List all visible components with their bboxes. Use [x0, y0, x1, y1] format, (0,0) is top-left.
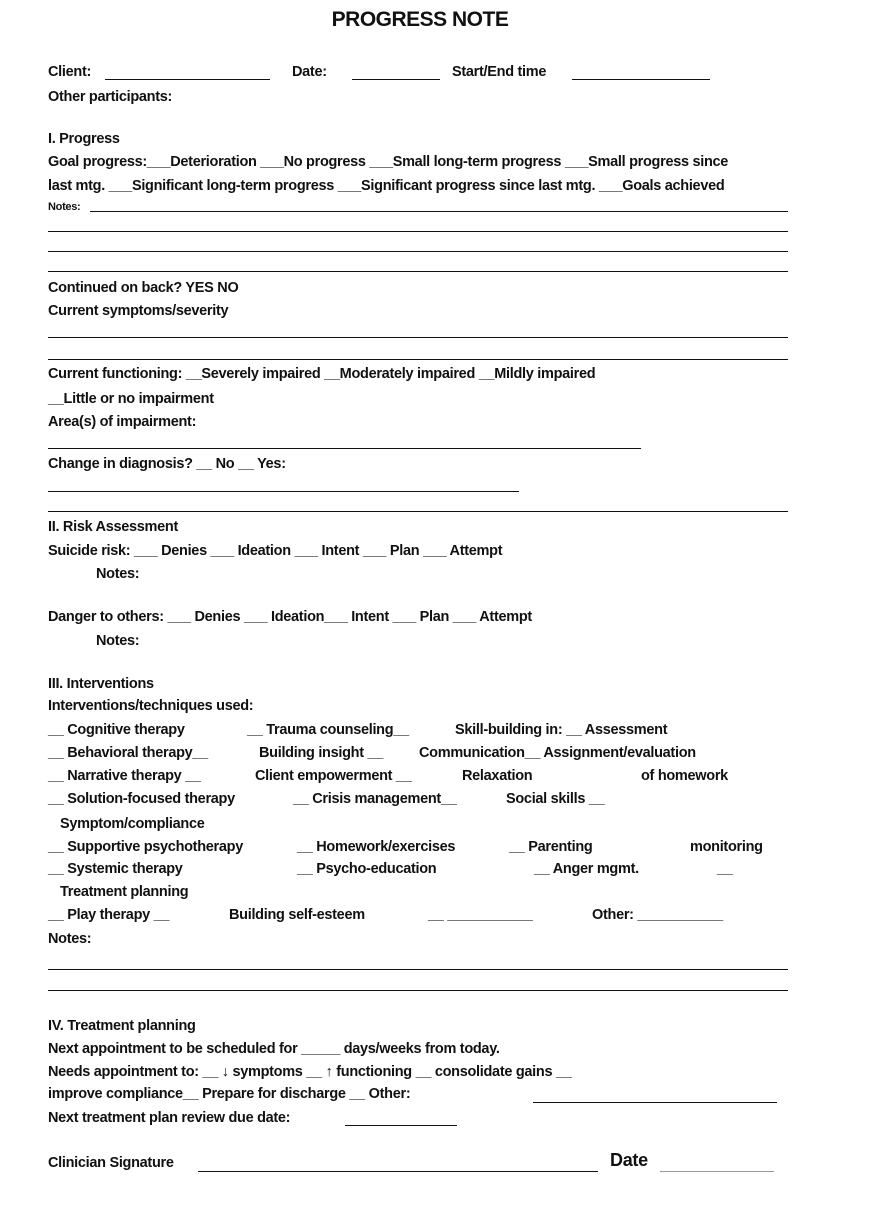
suicide-notes-label: Notes: [96, 566, 140, 582]
review-due-date-label: Next treatment plan review due date: [48, 1110, 291, 1126]
intervention-symptom-compliance: Symptom/compliance [60, 816, 205, 832]
areas-of-impairment-line[interactable] [48, 448, 641, 449]
needs-appointment-line: Needs appointment to: __ ↓ symptoms __ ↑ functioning __ consolidate gains __ [48, 1064, 572, 1080]
current-functioning-line-2: __Little or no impairment [48, 391, 214, 407]
danger-to-others-line: Danger to others: ___ Denies ___ Ideation___ Intent ___ Plan ___ Attempt [48, 609, 532, 625]
intervention-blank-item: __ ___________ [428, 907, 533, 923]
section-divider-line [48, 511, 788, 512]
interventions-notes-line-1[interactable] [48, 969, 788, 970]
areas-of-impairment-label: Area(s) of impairment: [48, 414, 197, 430]
risk-heading: II. Risk Assessment [48, 519, 178, 535]
goal-progress-line-1: Goal progress:___Deterioration ___No progress ___Small long-term progress ___Small progress since [48, 154, 729, 170]
treatment-heading: IV. Treatment planning [48, 1018, 196, 1034]
clinician-signature-label: Clinician Signature [48, 1155, 174, 1171]
intervention-communication: Communication__ Assignment/evaluation [419, 745, 696, 761]
progress-notes-label: Notes: [48, 201, 81, 213]
intervention-narrative-therapy: __ Narrative therapy __ [48, 768, 201, 784]
intervention-treatment-planning: Treatment planning [60, 884, 189, 900]
start-end-label: Start/End time [452, 64, 547, 80]
intervention-crisis-management: __ Crisis management__ [293, 791, 457, 807]
intervention-anger-management: __ Anger mgmt. [534, 861, 639, 877]
intervention-relaxation: Relaxation [462, 768, 533, 784]
diagnosis-line[interactable] [48, 491, 519, 492]
progress-notes-line-2[interactable] [48, 231, 788, 232]
progress-notes-line-3[interactable] [48, 251, 788, 252]
intervention-parenting: __ Parenting [509, 839, 593, 855]
intervention-building-insight: Building insight __ [259, 745, 383, 761]
intervention-other: Other: ___________ [592, 907, 723, 923]
goal-progress-line-2: last mtg. ___Significant long-term progress ___Significant progress since last mtg. ___Goals achieved [48, 178, 725, 194]
client-field[interactable] [105, 79, 270, 80]
intervention-behavioral-therapy: __ Behavioral therapy__ [48, 745, 208, 761]
intervention-psycho-education: __ Psycho-education [297, 861, 437, 877]
treatment-other-field[interactable] [533, 1102, 777, 1103]
intervention-supportive-psychotherapy: __ Supportive psychotherapy [48, 839, 243, 855]
intervention-trauma-counseling: __ Trauma counseling__ [247, 722, 409, 738]
interventions-notes-label: Notes: [48, 931, 92, 947]
start-end-field[interactable] [572, 79, 710, 80]
intervention-cognitive-therapy: __ Cognitive therapy [48, 722, 185, 738]
suicide-risk-line: Suicide risk: ___ Denies ___ Ideation ___ Intent ___ Plan ___ Attempt [48, 543, 503, 559]
progress-notes-line-4[interactable] [48, 271, 788, 272]
interventions-used-label: Interventions/techniques used: [48, 698, 254, 714]
intervention-monitoring: monitoring [690, 839, 763, 855]
date-label: Date: [292, 64, 327, 80]
change-in-diagnosis: Change in diagnosis? __ No __ Yes: [48, 456, 286, 472]
clinician-signature-field[interactable] [198, 1171, 598, 1172]
review-due-date-field[interactable] [345, 1125, 457, 1126]
other-participants-label: Other participants: [48, 89, 173, 105]
next-appointment-line: Next appointment to be scheduled for _____ days/weeks from today. [48, 1041, 500, 1057]
intervention-systemic-therapy: __ Systemic therapy [48, 861, 183, 877]
date-field[interactable] [352, 79, 440, 80]
client-label: Client: [48, 64, 92, 80]
intervention-social-skills: Social skills __ [506, 791, 605, 807]
signature-date-field[interactable] [660, 1171, 774, 1172]
intervention-homework-exercises: __ Homework/exercises [297, 839, 456, 855]
continued-on-back: Continued on back? YES NO [48, 280, 239, 296]
intervention-of-homework: of homework [641, 768, 728, 784]
current-symptoms-label: Current symptoms/severity [48, 303, 229, 319]
intervention-client-empowerment: Client empowerment __ [255, 768, 412, 784]
intervention-skill-building: Skill-building in: __ Assessment [455, 722, 668, 738]
page-title: PROGRESS NOTE [331, 8, 509, 31]
intervention-building-self-esteem: Building self-esteem [229, 907, 365, 923]
interventions-notes-line-2[interactable] [48, 990, 788, 991]
progress-notes-line-1[interactable] [90, 211, 788, 212]
current-functioning-line-1: Current functioning: __Severely impaired __Moderately impaired __Mildly impaired [48, 366, 596, 382]
danger-notes-label: Notes: [96, 633, 140, 649]
signature-date-label: Date [610, 1150, 648, 1170]
symptoms-line-1[interactable] [48, 337, 788, 338]
intervention-solution-focused-therapy: __ Solution-focused therapy [48, 791, 235, 807]
intervention-blank-check: __ [717, 861, 733, 877]
progress-heading: I. Progress [48, 131, 120, 147]
interventions-heading: III. Interventions [48, 676, 154, 692]
symptoms-line-2[interactable] [48, 359, 788, 360]
intervention-play-therapy: __ Play therapy __ [48, 907, 170, 923]
improve-compliance-line: improve compliance__ Prepare for discharge __ Other: [48, 1086, 411, 1102]
